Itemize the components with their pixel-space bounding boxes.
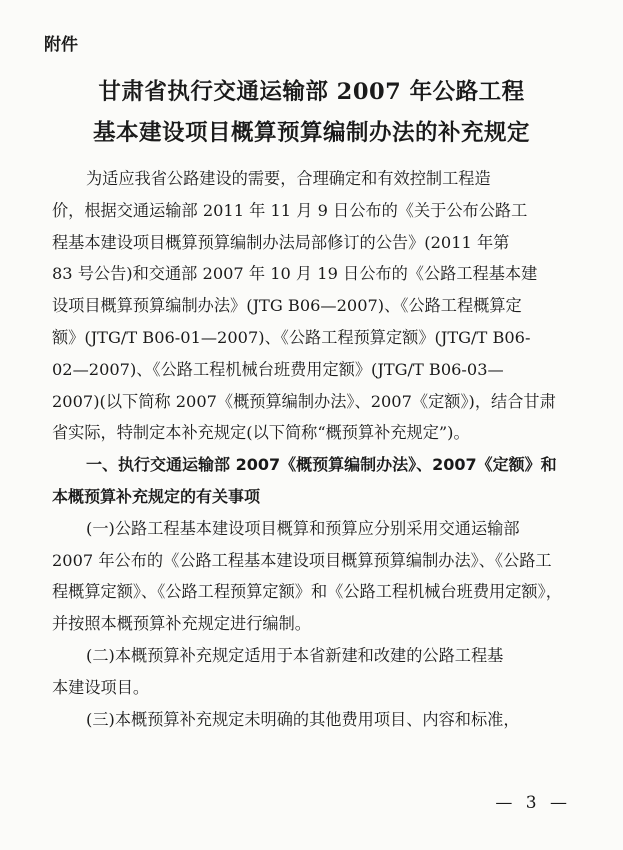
document-body	[52, 163, 590, 735]
body-line-9: 省实际，特制定本补充规定(以下简称“概预算补充规定”)。	[52, 423, 470, 443]
page-number: — 3 —	[495, 793, 571, 813]
document-title-line-2: 基本建设项目概算预算编制办法的补充规定	[92, 120, 530, 146]
body-line-17: 本建设项目。	[52, 677, 150, 697]
attachment-label: 附件	[44, 35, 78, 55]
document-title-line-1: 甘肃省执行交通运输部 2007 年公路工程	[98, 79, 525, 105]
body-line-4: 83 号公告)和交通部 2007 年 10 月 19 日公布的《公路工程基本建	[52, 264, 538, 284]
body-line-14: 程概算定额》、《公路工程预算定额》和《公路工程机械台班费用定额》，	[52, 582, 562, 602]
body-line-7: 02—2007)、《公路工程机械台班费用定额》(JTG/T B06-03—	[52, 359, 504, 379]
body-line-3: 程基本建设项目概算预算编制办法局部修订的公告》(2011 年第	[52, 232, 510, 252]
section-heading-line-1: 一、执行交通运输部 2007《概预算编制办法》、2007《定额》和	[86, 455, 557, 475]
body-line-13: 2007 年公布的《公路工程基本建设项目概算预算编制办法》、《公路工	[52, 550, 552, 570]
body-line-8: 2007)(以下简称 2007《概预算编制办法》、2007《定额》)，结合甘肃	[52, 391, 556, 411]
section-heading-line-2: 本概预算补充规定的有关事项	[52, 486, 261, 506]
body-line-2: 价，根据交通运输部 2011 年 11 月 9 日公布的《关于公布公路工	[52, 200, 528, 220]
body-line-1: 为适应我省公路建设的需要，合理确定和有效控制工程造	[86, 169, 491, 188]
body-line-6: 额》(JTG/T B06-01—2007)、《公路工程预算定额》(JTG/T B06-	[52, 327, 531, 347]
body-line-5: 设项目概算预算编制办法》(JTG B06—2007)、《公路工程概算定	[52, 296, 522, 316]
body-line-15: 并按照本概预算补充规定进行编制。	[52, 614, 311, 634]
body-line-18: (三)本概预算补充规定未明确的其他费用项目、内容和标准，	[86, 709, 520, 729]
body-line-12: (一)公路工程基本建设项目概算和预算应分别采用交通运输部	[86, 518, 520, 538]
body-line-16: (二)本概预算补充规定适用于本省新建和改建的公路工程基	[86, 645, 504, 665]
